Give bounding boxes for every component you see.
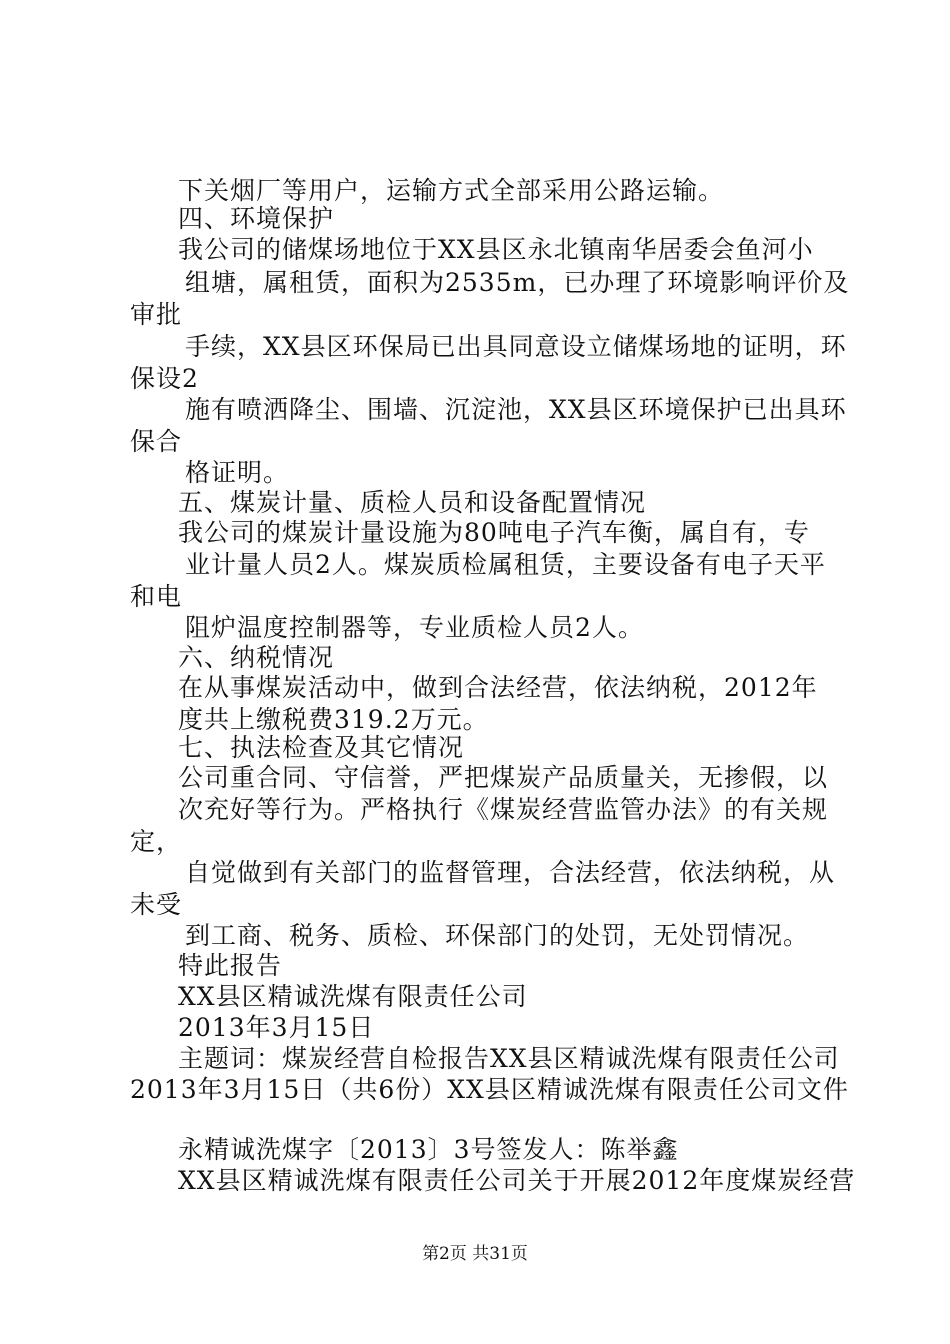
section-heading: 七、执法检查及其它情况	[178, 733, 465, 762]
body-line: 格证明。	[185, 458, 290, 487]
body-line: 次充好等行为。严格执行《煤炭经营监管办法》的有关规	[178, 795, 829, 824]
subject-words: 主题词：煤炭经营自检报告XX县区精诚洗煤有限责任公司	[178, 1044, 840, 1073]
closing-text: 特此报告	[178, 951, 283, 980]
body-line: 保设2	[130, 364, 199, 393]
page-number: 第2页 共31页	[422, 1244, 528, 1264]
document-title: XX县区精诚洗煤有限责任公司关于开展2012年度煤炭经营	[178, 1166, 856, 1195]
body-line: 阻炉温度控制器等，专业质检人员2人。	[185, 613, 644, 642]
body-line: 自觉做到有关部门的监督管理，合法经营，依法纳税，从	[185, 858, 836, 887]
body-line: 业计量人员2人。煤炭质检属租赁，主要设备有电子天平	[185, 550, 826, 579]
company-name: XX县区精诚洗煤有限责任公司	[178, 982, 528, 1011]
body-line: 组塘，属租赁，面积为2535m，已办理了环境影响评价及	[185, 268, 850, 297]
body-line: 定，	[130, 827, 183, 856]
body-line: 未受	[130, 890, 183, 919]
body-line: 我公司的煤炭计量设施为80吨电子汽车衡，属自有，专	[178, 518, 810, 547]
document-number: 永精诚洗煤字〔2013〕3号签发人：陈举鑫	[178, 1135, 679, 1164]
body-line: 公司重合同、守信誉，严把煤炭产品质量关，无掺假，以	[178, 763, 829, 792]
section-heading: 四、环境保护	[178, 204, 335, 233]
section-heading: 五、煤炭计量、质检人员和设备配置情况	[178, 488, 647, 517]
body-line: 我公司的储煤场地位于XX县区永北镇南华居委会鱼河小	[178, 235, 814, 264]
body-line: 保合	[130, 427, 183, 456]
body-line: 在从事煤炭活动中，做到合法经营，依法纳税，2012年	[178, 673, 818, 702]
section-heading: 六、纳税情况	[178, 643, 335, 672]
report-date: 2013年3月15日	[178, 1013, 375, 1042]
subject-words-continued: 2013年3月15日（共6份）XX县区精诚洗煤有限责任公司文件	[130, 1075, 849, 1104]
body-line: 手续，XX县区环保局已出具同意设立储煤场地的证明，环	[185, 332, 847, 361]
body-line: 和电	[130, 582, 183, 611]
body-line: 施有喷洒降尘、围墙、沉淀池，XX县区环境保护已出具环	[185, 395, 847, 424]
body-line: 下关烟厂等用户，运输方式全部采用公路运输。	[178, 176, 725, 205]
body-line: 审批	[130, 300, 183, 329]
body-line: 到工商、税务、质检、环保部门的处罚，无处罚情况。	[185, 921, 810, 950]
body-line: 度共上缴税费319.2万元。	[178, 705, 489, 734]
